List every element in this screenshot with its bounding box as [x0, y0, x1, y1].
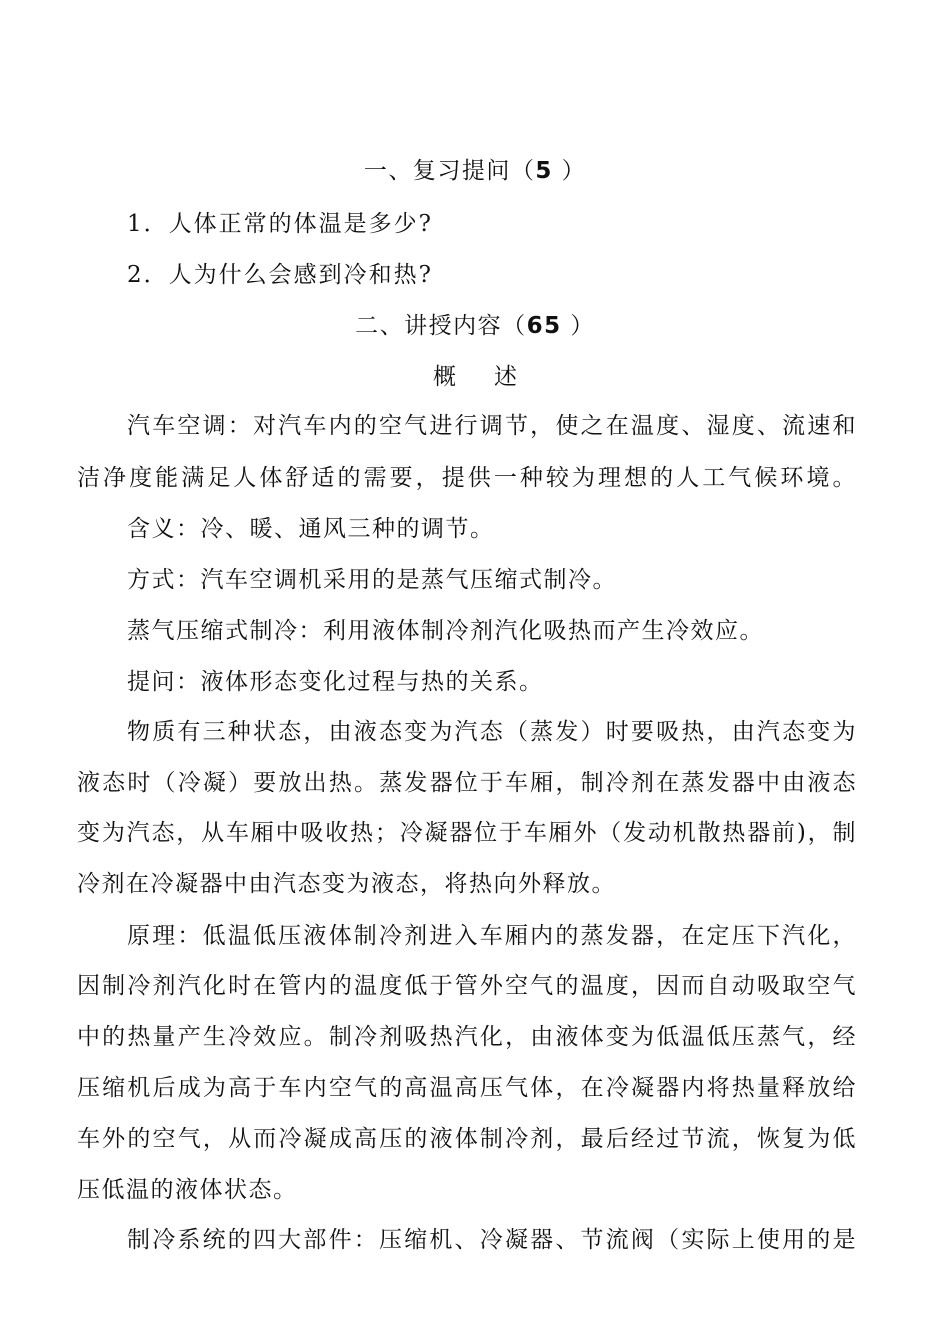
overview-title-text: 概述 — [433, 364, 555, 390]
body-line: 洁净度能满足人体舒适的需要，提供一种较为理想的人工气候环境。 — [77, 465, 857, 491]
heading-suffix: ） — [552, 158, 587, 184]
body-line: 蒸气压缩式制冷：利用液体制冷剂汽化吸热而产生冷效应。 — [127, 618, 764, 644]
body-line: 车外的空气，从而冷凝成高压的液体制冷剂，最后经过节流，恢复为低 — [77, 1126, 857, 1152]
body-line: 含义：冷、暖、通风三种的调节。 — [127, 516, 495, 542]
body-line: 方式：汽车空调机采用的是蒸气压缩式制冷。 — [127, 567, 617, 593]
body-line: 原理：低温低压液体制冷剂进入车厢内的蒸发器，在定压下汽化， — [127, 923, 857, 949]
body-line: 液态时（冷凝）要放出热。蒸发器位于车厢，制冷剂在蒸发器中由液态 — [77, 770, 857, 796]
heading-text: 二、讲授内容（ — [355, 313, 527, 339]
body-line: 变为汽态，从车厢中吸收热；冷凝器位于车厢外（发动机散热器前)，制 — [77, 820, 857, 846]
body-line: 冷剂在冷凝器中由汽态变为液态，将热向外释放。 — [77, 871, 616, 897]
question-2: 2．人为什么会感到冷和热? — [127, 262, 433, 288]
heading-suffix: ） — [561, 313, 595, 339]
section-heading-lecture — [0, 310, 950, 342]
section-heading-review — [0, 155, 950, 187]
heading-text: 一、复习提问（ — [363, 158, 536, 184]
body-line: 制冷系统的四大部件：压缩机、冷凝器、节流阀（实际上使用的是 — [127, 1227, 857, 1253]
heading-minutes: 5 — [535, 158, 553, 184]
body-line: 提问：液体形态变化过程与热的关系。 — [127, 669, 544, 695]
body-line: 物质有三种状态，由液态变为汽态（蒸发）时要吸热，由汽态变为 — [127, 719, 857, 745]
body-line: 压缩机后成为高于车内空气的高温高压气体，在冷凝器内将热量释放给 — [77, 1075, 857, 1101]
heading-minutes: 65 — [526, 313, 562, 339]
body-line: 压低温的液体状态。 — [77, 1177, 298, 1203]
overview-title — [0, 361, 950, 393]
body-line: 因制冷剂汽化时在管内的温度低于管外空气的温度，因而自动吸取空气 — [77, 973, 857, 999]
body-line: 汽车空调：对汽车内的空气进行调节，使之在温度、湿度、流速和 — [127, 413, 857, 439]
body-line: 中的热量产生冷效应。制冷剂吸热汽化，由液体变为低温低压蒸气，经 — [77, 1024, 857, 1050]
question-1: 1．人体正常的体温是多少? — [127, 211, 433, 237]
